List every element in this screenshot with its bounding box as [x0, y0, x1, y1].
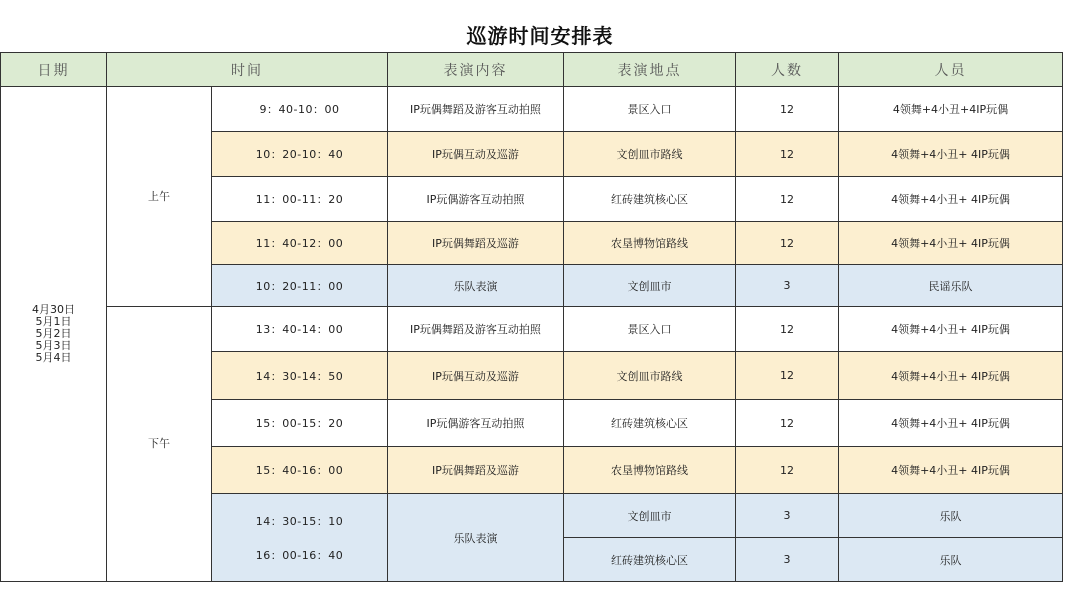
date-item: 5月3日	[35, 339, 72, 352]
location-cell: 红砖建筑核心区	[564, 400, 736, 447]
count-cell: 3	[736, 538, 839, 582]
content-cell: IP玩偶互动及巡游	[388, 132, 564, 177]
content-cell: IP玩偶舞蹈及巡游	[388, 447, 564, 494]
count-cell: 12	[736, 447, 839, 494]
time-cell: 14：30-14：50	[212, 352, 388, 400]
location-cell: 文创皿市路线	[564, 352, 736, 400]
time-cell: 10：20-10：40	[212, 132, 388, 177]
location-cell: 农垦博物馆路线	[564, 447, 736, 494]
header-row	[1, 53, 1063, 87]
location-cell: 红砖建筑核心区	[564, 538, 736, 582]
content-cell: IP玩偶游客互动拍照	[388, 177, 564, 222]
time-cell: 9：40-10：00	[212, 87, 388, 132]
date-item: 4月30日	[32, 303, 75, 316]
header-date: 日期	[1, 53, 107, 87]
date-item: 5月1日	[35, 315, 72, 328]
table-row	[1, 307, 1063, 352]
date-item: 5月4日	[35, 351, 72, 364]
count-cell: 12	[736, 87, 839, 132]
table-row	[1, 87, 1063, 132]
location-cell: 农垦博物馆路线	[564, 222, 736, 265]
staff-cell: 4领舞+4小丑+ 4IP玩偶	[839, 400, 1063, 447]
count-cell: 3	[736, 494, 839, 538]
period-morning: 上午	[107, 87, 212, 307]
content-cell: IP玩偶舞蹈及巡游	[388, 222, 564, 265]
time-cell: 15：00-15：20	[212, 400, 388, 447]
location-cell: 文创皿市	[564, 494, 736, 538]
staff-cell: 乐队	[839, 494, 1063, 538]
staff-cell: 4领舞+4小丑+ 4IP玩偶	[839, 132, 1063, 177]
count-cell: 12	[736, 352, 839, 400]
staff-cell: 4领舞+4小丑+ 4IP玩偶	[839, 177, 1063, 222]
staff-cell: 4领舞+4小丑+ 4IP玩偶	[839, 352, 1063, 400]
count-cell: 12	[736, 400, 839, 447]
schedule-table	[0, 52, 1063, 582]
date-item: 5月2日	[35, 327, 72, 340]
header-content: 表演内容	[388, 53, 564, 87]
content-cell: IP玩偶互动及巡游	[388, 352, 564, 400]
period-afternoon: 下午	[107, 307, 212, 582]
staff-cell: 4领舞+4小丑+4IP玩偶	[839, 87, 1063, 132]
staff-cell: 4领舞+4小丑+ 4IP玩偶	[839, 222, 1063, 265]
staff-cell: 4领舞+4小丑+ 4IP玩偶	[839, 307, 1063, 352]
date-cell	[1, 87, 107, 582]
content-cell: IP玩偶舞蹈及游客互动拍照	[388, 307, 564, 352]
content-cell: 乐队表演	[388, 265, 564, 307]
time-cell: 10：20-11：00	[212, 265, 388, 307]
count-cell: 12	[736, 307, 839, 352]
staff-cell: 乐队	[839, 538, 1063, 582]
count-cell: 12	[736, 177, 839, 222]
location-cell: 景区入口	[564, 307, 736, 352]
content-cell: IP玩偶游客互动拍照	[388, 400, 564, 447]
header-time: 时间	[107, 53, 388, 87]
staff-cell: 4领舞+4小丑+ 4IP玩偶	[839, 447, 1063, 494]
content-cell: IP玩偶舞蹈及游客互动拍照	[388, 87, 564, 132]
header-staff: 人员	[839, 53, 1063, 87]
location-cell: 景区入口	[564, 87, 736, 132]
time-cell: 15：40-16：00	[212, 447, 388, 494]
staff-cell: 民谣乐队	[839, 265, 1063, 307]
count-cell: 12	[736, 222, 839, 265]
band-time: 16：00-16：40	[255, 548, 344, 562]
band-time: 14：30-15：10	[255, 514, 344, 528]
band-time-cell	[212, 494, 388, 582]
band-content-cell: 乐队表演	[388, 494, 564, 582]
location-cell: 文创皿市	[564, 265, 736, 307]
header-count: 人数	[736, 53, 839, 87]
time-cell: 13：40-14：00	[212, 307, 388, 352]
count-cell: 12	[736, 132, 839, 177]
header-location: 表演地点	[564, 53, 736, 87]
time-cell: 11：00-11：20	[212, 177, 388, 222]
location-cell: 红砖建筑核心区	[564, 177, 736, 222]
location-cell: 文创皿市路线	[564, 132, 736, 177]
count-cell: 3	[736, 265, 839, 307]
page-title: 巡游时间安排表	[466, 24, 614, 48]
time-cell: 11：40-12：00	[212, 222, 388, 265]
